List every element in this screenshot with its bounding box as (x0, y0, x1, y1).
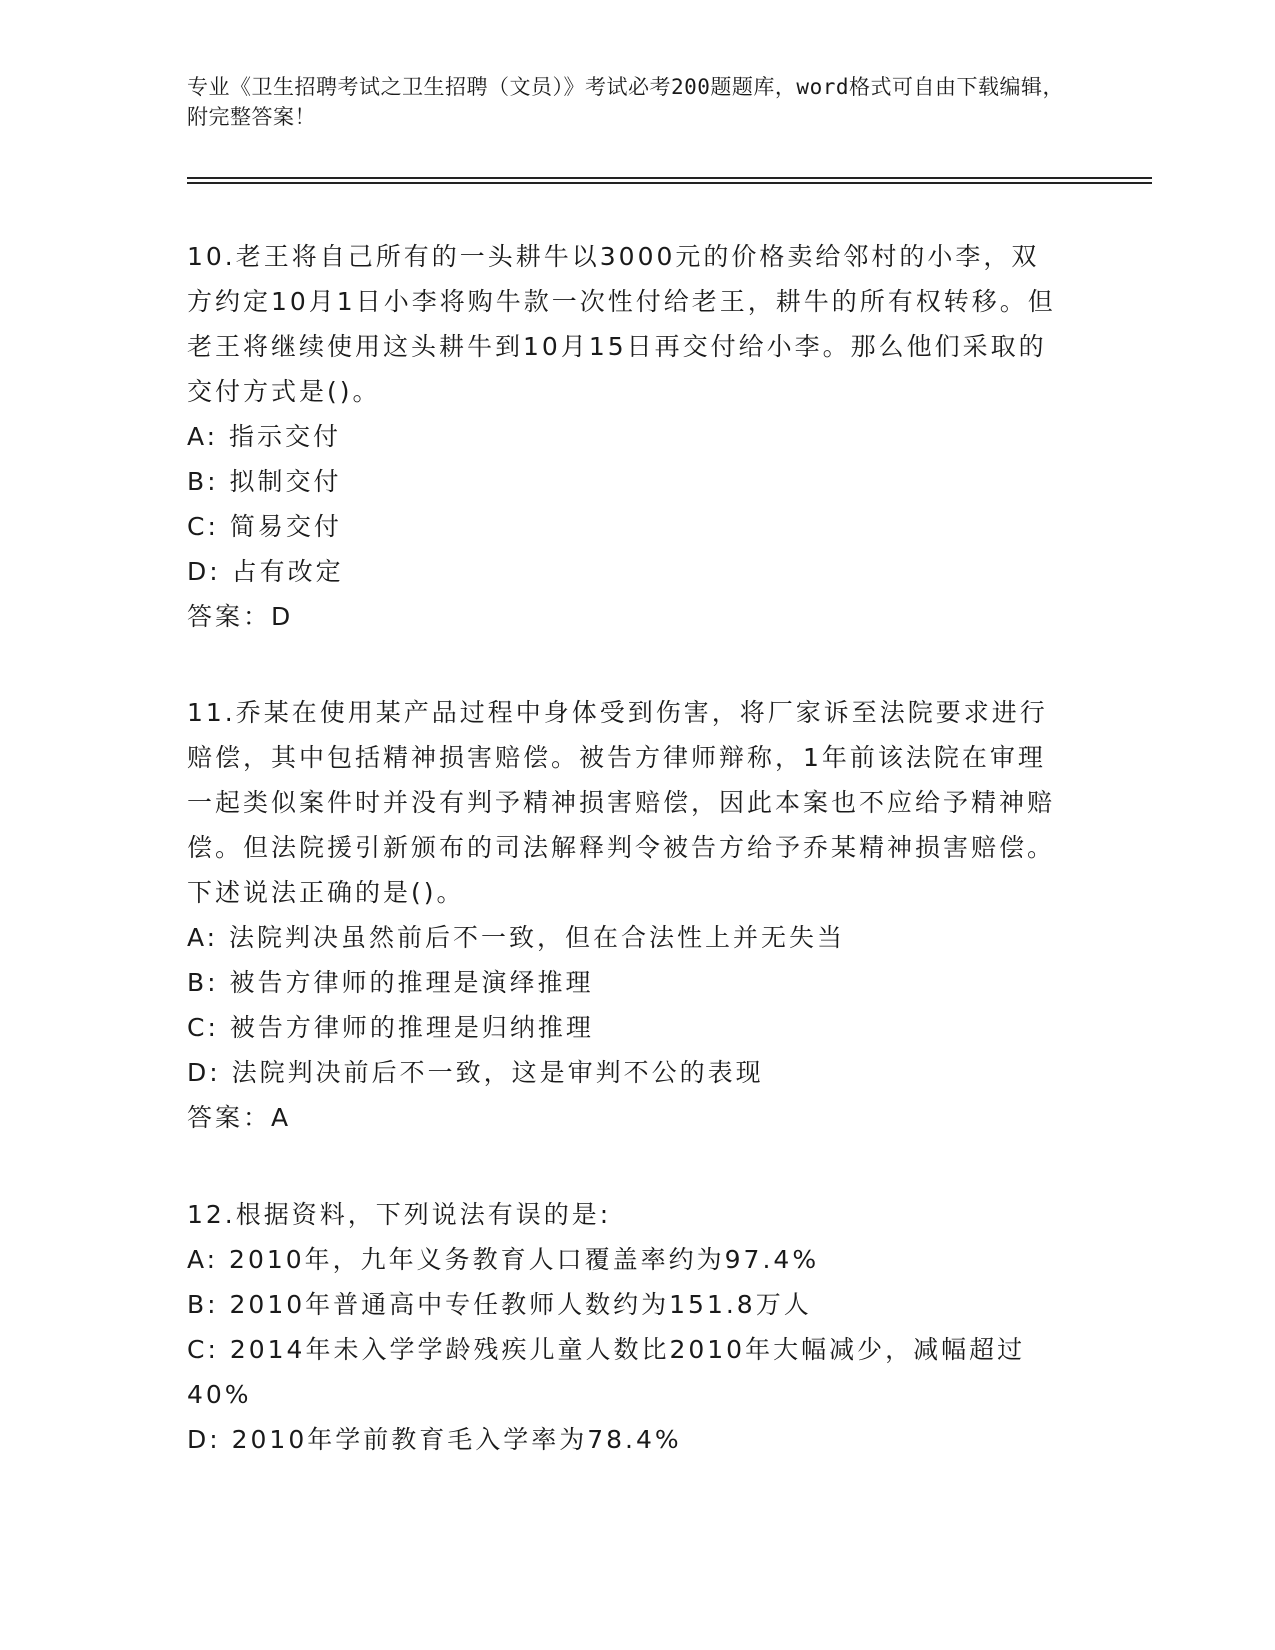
question-text: 11.乔某在使用某产品过程中身体受到伤害，将厂家诉至法院要求进行赔偿，其中包括精神损害赔偿。被告方律师辩称，1年前该法院在审理一起类似案件时并没有判予精神损害赔偿，因此本案也不应给予精神赔偿。但法院援引新颁布的司法解释判令被告方给予乔某精神损害赔偿。下述说法正确的是()。 (187, 698, 1056, 907)
option-b: B: 被告方律师的推理是演绎推理 (187, 968, 594, 997)
question-text: 10.老王将自己所有的一头耕牛以3000元的价格卖给邻村的小李，双方约定10月1日小李将购牛款一次性付给老王，耕牛的所有权转移。但老王将继续使用这头耕牛到10月15日再交付给小李。那么他们采取的交付方式是()。 (187, 242, 1056, 406)
question-11 (187, 690, 1067, 1140)
option-a: A: 法院判决虽然前后不一致，但在合法性上并无失当 (187, 923, 846, 952)
option-b: B: 拟制交付 (187, 467, 342, 496)
answer: 答案：A (187, 1103, 292, 1132)
answer: 答案：D (187, 602, 294, 631)
header-rule-bottom (187, 182, 1152, 184)
option-c: C: 简易交付 (187, 512, 342, 541)
question-10 (187, 234, 1067, 639)
option-a: A: 指示交付 (187, 422, 342, 451)
option-a: A: 2010年，九年义务教育人口覆盖率约为97.4% (187, 1245, 820, 1274)
option-c: C: 2014年未入学学龄残疾儿童人数比2010年大幅减少，减幅超过40% (187, 1335, 1026, 1409)
option-c: C: 被告方律师的推理是归纳推理 (187, 1013, 594, 1042)
option-d: D: 2010年学前教育毛入学率为78.4% (187, 1425, 682, 1454)
question-12 (187, 1192, 1067, 1462)
option-d: D: 法院判决前后不一致，这是审判不公的表现 (187, 1058, 764, 1087)
option-b: B: 2010年普通高中专任教师人数约为151.8万人 (187, 1290, 812, 1319)
option-d: D: 占有改定 (187, 557, 344, 586)
header-rule-top (187, 177, 1152, 179)
document-header: 专业《卫生招聘考试之卫生招聘（文员）》考试必考200题题库，word格式可自由下载编辑，附完整答案！ (187, 75, 1064, 129)
question-text: 12.根据资料，下列说法有误的是: (187, 1200, 612, 1229)
